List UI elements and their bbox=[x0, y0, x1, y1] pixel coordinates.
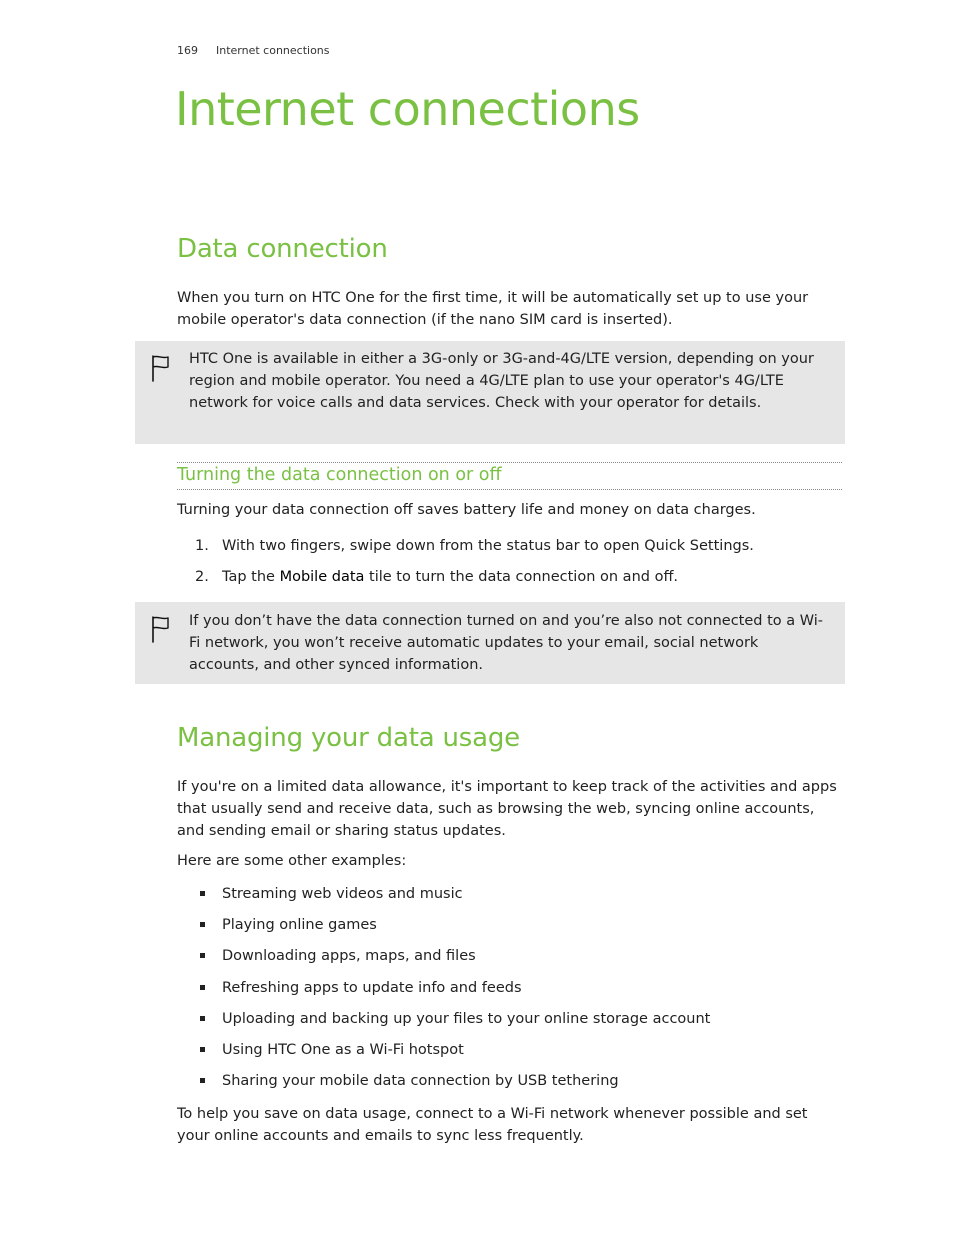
step-text-post: tile to turn the data connection on and off. bbox=[364, 569, 679, 585]
data-connection-intro: When you turn on HTC One for the first time, it will be automatically set up to use your mobile operator's data connection (if the nano SIM card is inserted). bbox=[177, 290, 809, 328]
mobile-data-term: Mobile data bbox=[279, 569, 365, 585]
note-box-sync bbox=[135, 602, 845, 684]
list-item-text: Refreshing apps to update info and feeds bbox=[222, 980, 522, 996]
step-text: With two fingers, swipe down from the status bar to open Quick Settings. bbox=[222, 538, 754, 554]
step-number: 2. bbox=[195, 569, 209, 585]
bullet-icon bbox=[200, 1047, 205, 1052]
subsection-title-turning: Turning the data connection on or off bbox=[177, 465, 502, 485]
note-flag-icon bbox=[150, 353, 170, 383]
section-title-managing: Managing your data usage bbox=[177, 723, 520, 753]
turning-intro: Turning your data connection off saves battery life and money on data charges. bbox=[177, 502, 756, 518]
bullet-icon bbox=[200, 1078, 205, 1083]
step-number: 1. bbox=[195, 538, 209, 554]
page-number: 169 bbox=[177, 44, 198, 57]
note-box-lte bbox=[135, 341, 845, 444]
list-item-text: Playing online games bbox=[222, 917, 377, 933]
chapter-title: Internet connections bbox=[175, 82, 640, 136]
running-title: Internet connections bbox=[216, 44, 330, 57]
bullet-icon bbox=[200, 985, 205, 990]
list-item-text: Sharing your mobile data connection by USB tethering bbox=[222, 1073, 619, 1089]
bullet-icon bbox=[200, 891, 205, 896]
examples-intro: Here are some other examples: bbox=[177, 853, 407, 869]
bullet-icon bbox=[200, 922, 205, 927]
managing-intro: If you're on a limited data allowance, it's important to keep track of the activities and apps that usually send and receive data, such as browsing the web, syncing online accounts, and sending email or sharing status updates. bbox=[177, 779, 837, 839]
closing-paragraph: To help you save on data usage, connect to a Wi-Fi network whenever possible and set your online accounts and emails to sync less frequently. bbox=[177, 1106, 808, 1144]
note-text-sync: If you don’t have the data connection turned on and you’re also not connected to a Wi-Fi network, you won’t receive automatic updates to your email, social network accounts, and other synced information. bbox=[189, 613, 824, 673]
note-text-lte: HTC One is available in either a 3G-only or 3G-and-4G/LTE version, depending on your region and mobile operator. You need a 4G/LTE plan to use your operator's 4G/LTE network for voice calls and data services. Check with your operator for details. bbox=[189, 351, 814, 411]
bullet-icon bbox=[200, 1016, 205, 1021]
section-title-data-connection: Data connection bbox=[177, 234, 388, 264]
subsection-heading-turning bbox=[177, 462, 842, 490]
bullet-icon bbox=[200, 953, 205, 958]
running-header bbox=[177, 44, 330, 57]
list-item-text: Downloading apps, maps, and files bbox=[222, 948, 476, 964]
note-flag-icon bbox=[150, 614, 170, 644]
list-item-text: Streaming web videos and music bbox=[222, 886, 463, 902]
list-item-text: Using HTC One as a Wi-Fi hotspot bbox=[222, 1042, 464, 1058]
step-text-pre: Tap the bbox=[222, 569, 280, 585]
list-item-text: Uploading and backing up your files to your online storage account bbox=[222, 1011, 711, 1027]
step-text bbox=[222, 566, 678, 588]
